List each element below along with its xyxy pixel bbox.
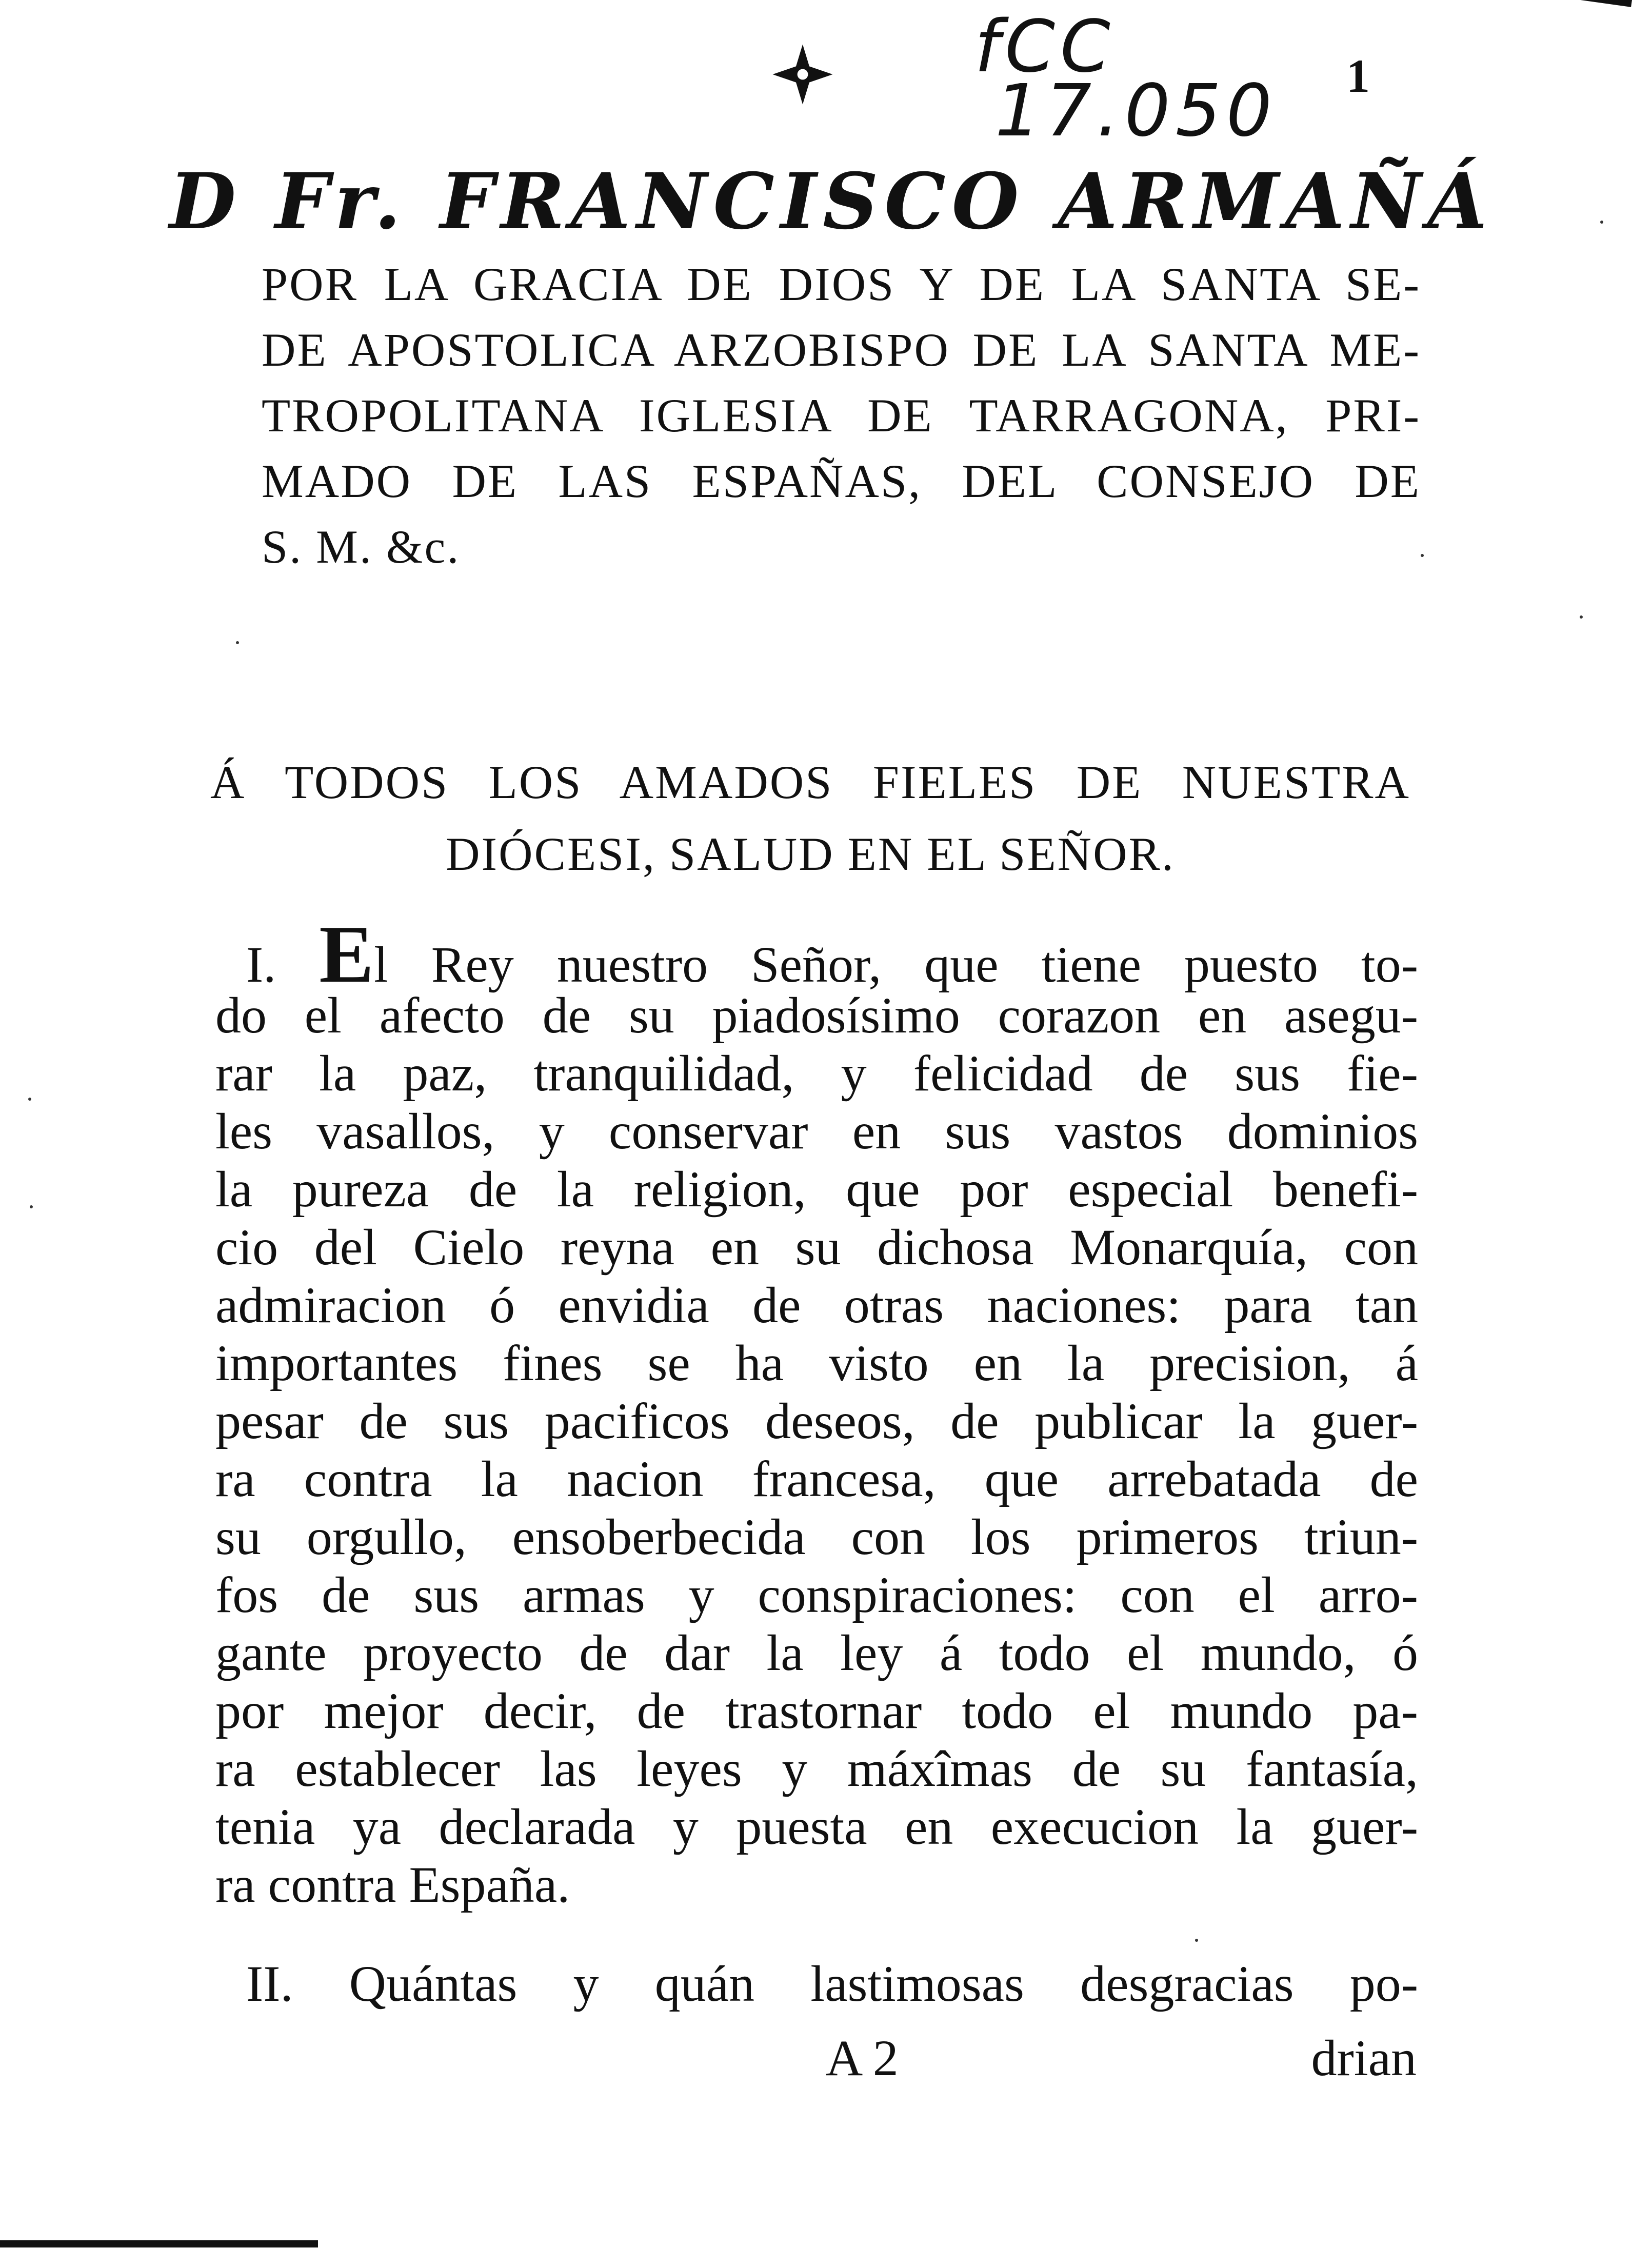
salutation-line: DIÓCESI, SALUD EN EL SEÑOR.: [446, 828, 1175, 880]
page-number: 1: [1346, 50, 1370, 102]
drop-cap: E: [319, 908, 374, 1000]
paragraph-line: pesar de sus pacificos deseos, de publicar la guer-: [215, 1392, 1418, 1449]
title-line: TROPOLITANA IGLESIA DE TARRAGONA, PRI-: [262, 389, 1421, 442]
paragraph-2: [246, 1954, 1418, 2013]
first-line-text: l Rey nuestro Señor, que tiene puesto to-: [373, 936, 1419, 993]
paragraph-line: rar la paz, tranquilidad, y felicidad de sus fie-: [215, 1045, 1418, 1102]
title-line: S. M. &c.: [262, 521, 461, 573]
paragraph-number: I.: [246, 936, 276, 993]
title-line: MADO DE LAS ESPAÑAS, DEL CONSEJO DE: [262, 455, 1421, 507]
paragraph-text: Quántas y quán lastimosas desgracias po-: [349, 1955, 1418, 2012]
paragraph-line: tenia ya declarada y puesta en execucion la guer-: [215, 1798, 1418, 1855]
title-line: DE APOSTOLICA ARZOBISPO DE LA SANTA ME-: [262, 324, 1421, 376]
handwritten-note: fCC: [974, 5, 1116, 89]
paragraph-number: II.: [246, 1955, 293, 2012]
paragraph-first-line: [215, 908, 1419, 1000]
paragraph-line: gante proyecto de dar la ley á todo el mundo, ó: [215, 1624, 1418, 1681]
cross-ornament-icon: [769, 41, 836, 108]
handwritten-shelfmark: 17.050: [995, 69, 1277, 153]
paragraph-line: les vasallos, y conservar en sus vastos dominios: [215, 1103, 1418, 1160]
paragraph-1: [215, 908, 1419, 1914]
paragraph-line: ra contra la nacion francesa, que arrebatada de: [215, 1450, 1418, 1507]
paragraph-line: admiracion ó envidia de otras naciones: para tan: [215, 1277, 1418, 1334]
salutation-line: Á TODOS LOS AMADOS FIELES DE NUESTRA: [210, 756, 1410, 808]
paragraph-line: do el afecto de su piadosísimo corazon en asegu-: [215, 987, 1418, 1044]
scan-edge-top-right: [1479, 0, 1632, 7]
signature-mark: A 2: [826, 2030, 899, 2086]
paragraph-line: importantes fines se ha visto en la precision, á: [215, 1335, 1418, 1391]
author-title: D Fr. FRANCISCO ARMAÑÁ: [169, 156, 1494, 247]
paragraph-line: fos de sus armas y conspiraciones: con el arro-: [215, 1566, 1418, 1623]
paragraph-line: por mejor decir, de trastornar todo el mundo pa-: [215, 1682, 1418, 1739]
paragraph-line: ra establecer las leyes y máxîmas de su fantasía,: [215, 1740, 1418, 1797]
title-line: POR LA GRACIA DE DIOS Y DE LA SANTA SE-: [262, 258, 1421, 310]
title-block: [262, 251, 1421, 580]
paragraph-line: ra contra España.: [215, 1856, 570, 1913]
salutation: [210, 746, 1410, 890]
scan-edge-bottom-left: [0, 2240, 318, 2247]
paragraph-line: la pureza de la religion, que por especial benefi-: [215, 1161, 1418, 1218]
paragraph-line: cio del Cielo reyna en su dichosa Monarquía, con: [215, 1219, 1418, 1276]
catchword: drian: [1311, 2030, 1417, 2086]
paragraph-line: su orgullo, ensoberbecida con los primeros triun-: [215, 1508, 1418, 1565]
